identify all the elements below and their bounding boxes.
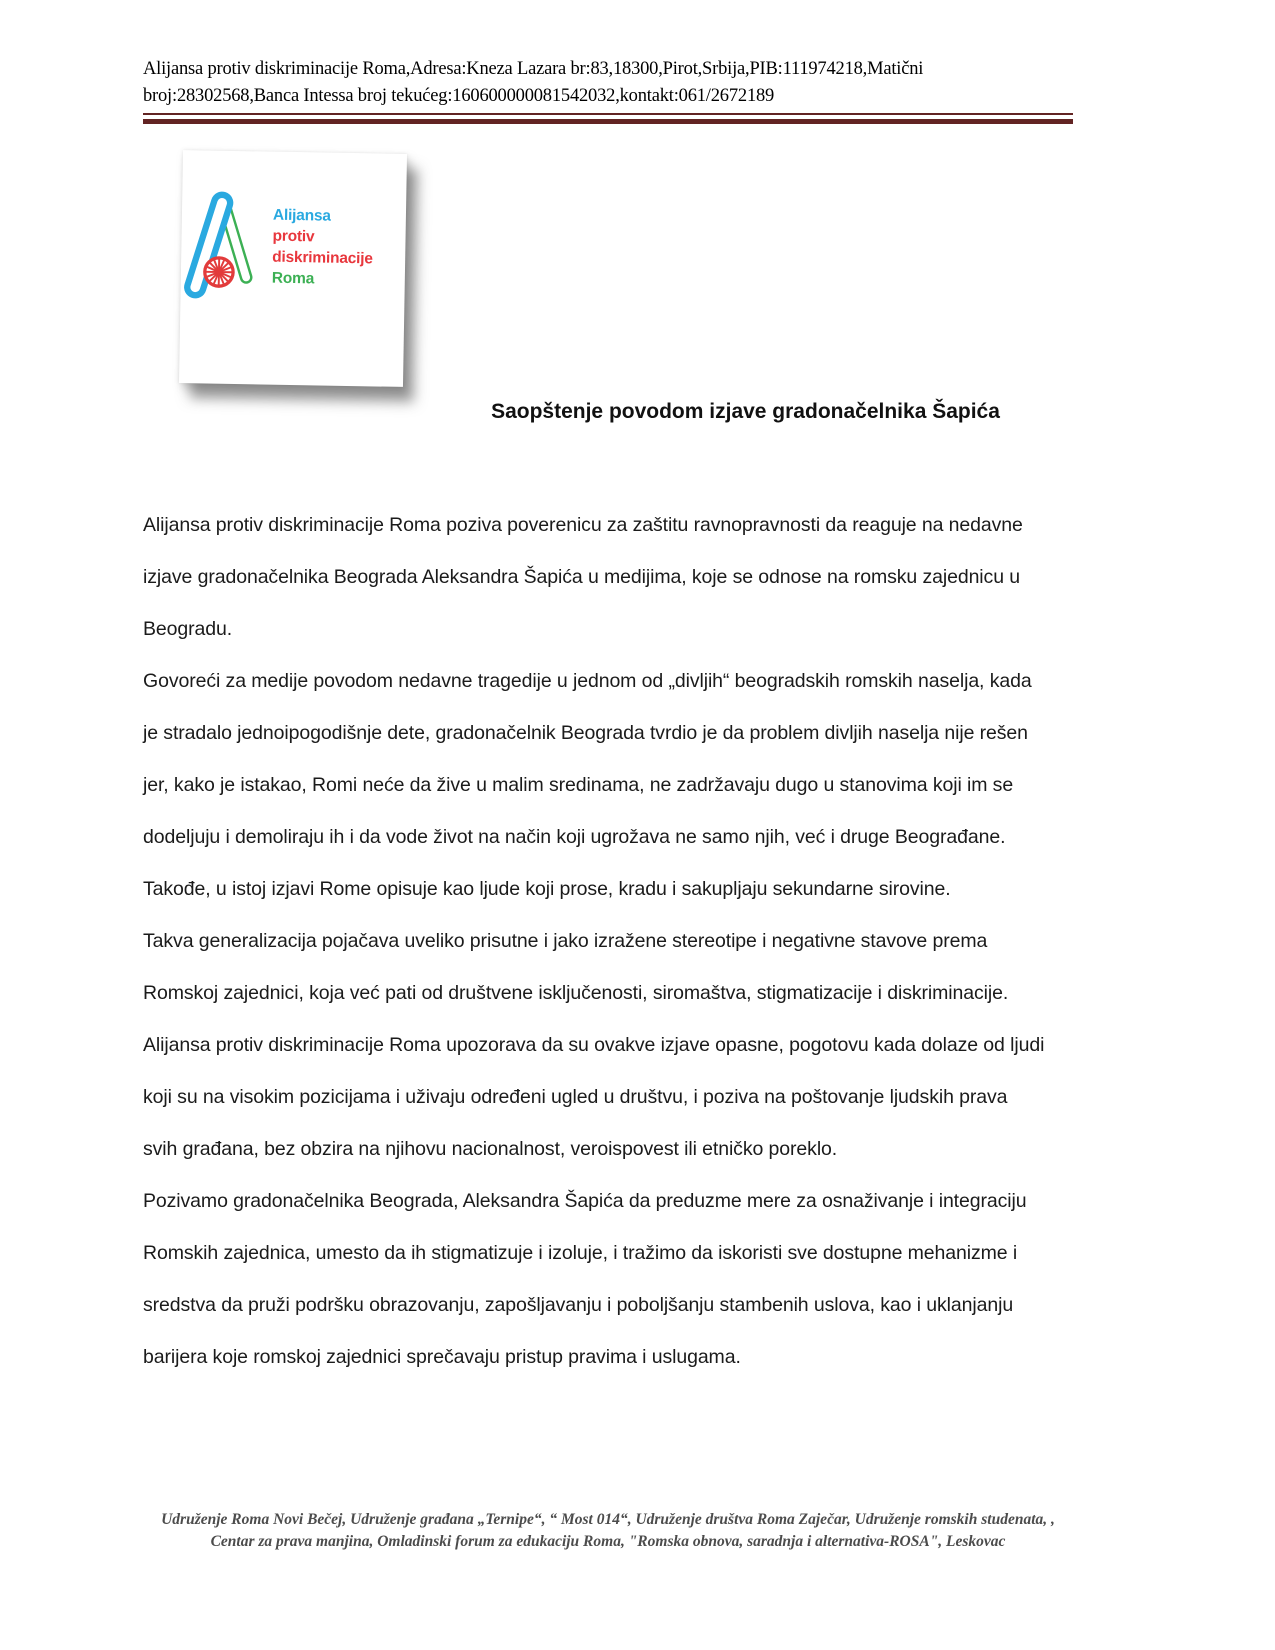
body-line: Alijansa protiv diskriminacije Roma upozorava da su ovakve izjave opasne, pogotovu kada dolaze od ljudi [143,1034,1045,1056]
logo-word-alijansa: Alijansa [272,206,331,225]
alliance-a-mark-icon [180,189,260,302]
body-line: Beogradu. [143,618,233,640]
body-line: svih građana, bez obzira na njihovu nacionalnost, veroispovest ili etničko poreklo. [143,1138,838,1160]
logo-word-protiv-diskriminacije: protiv diskriminacije [272,227,373,267]
body-line: koji su na visokim pozicijama i uživaju određeni ugled u društvu, i poziva na poštovanje ljudskih prava [143,1086,1008,1108]
body-line: jer, kako je istakao, Romi neće da žive u malim sredinama, ne zadržavaju dugo u stanovima koji im se [143,774,1014,796]
letterhead-line-2: broj:28302568,Banca Intessa broj tekućeg:160600000081542032,kontakt:061/2672189 [143,86,775,106]
body-line: Pozivamo gradonačelnika Beograda, Aleksandra Šapića da preduzme mere za osnaživanje i integraciju [143,1190,1027,1212]
roma-wheel-icon [205,257,234,286]
letterhead [143,56,923,110]
body-line: Alijansa protiv diskriminacije Roma poziva poverenicu za zaštitu ravnopravnosti da reaguje na nedavne [143,514,1023,536]
footer-line-2: Centar za prava manjina, Omladinski forum za edukaciju Roma, "Romska obnova, saradnja i alternativa-ROSA", Leskovac [210,1533,1006,1550]
body-paragraph-5 [143,1019,1044,1175]
body-line: barijera koje romskoj zajednici sprečavaju pristup pravima i uslugama. [143,1346,741,1368]
press-release-title: Saopštenje povodom izjave gradonačelnika Šapića [491,400,1000,423]
organization-logo [179,150,407,387]
body-paragraph-6 [143,1175,1044,1383]
footer-line-1: Udruženje Roma Novi Bečej, Udruženje građana „Ternipe“, “ Most 014“, Udruženje društva Roma Zaječar, Udruženje romskih studenata, , [161,1511,1055,1528]
body-line: Takva generalizacija pojačava uveliko prisutne i jako izražene stereotipe i negativne stavove prema [143,930,988,952]
body-line: sredstva da pruži podršku obrazovanju, zapošljavanju i poboljšanju stambenih uslova, kao i uklanjanju [143,1294,1014,1316]
logo-word-roma: Roma [271,269,315,287]
body-line: Romskoj zajednici, koja već pati od društvene isključenosti, siromaštva, stigmatizacije i diskriminacije. [143,982,1009,1004]
header-divider-rule [143,113,1073,124]
footer-organizations [128,1509,1088,1553]
body-line: Romskih zajednica, umesto da ih stigmatizuje i izoluje, i tražimo da iskoristi sve dostupne mehanizme i [143,1242,1018,1264]
body-paragraph-3 [143,863,1044,915]
body-paragraph-2 [143,655,1044,863]
body-line: je stradalo jednoipogodišnje dete, gradonačelnik Beograda tvrdio je da problem divljih naselja nije rešen [143,722,1028,744]
letterhead-line-1: Alijansa protiv diskriminacije Roma,Adresa:Kneza Lazara br:83,18300,Pirot,Srbija,PIB:111974218,Matični [143,59,924,79]
body-line: Takođe, u istoj izjavi Rome opisuje kao ljude koji prose, kradu i sakupljaju sekundarne sirovine. [143,878,951,900]
body-line: Govoreći za medije povodom nedavne tragedije u jednom od „divljih“ beogradskih romskih naselja, kada [143,670,1032,692]
document-body [143,499,1044,1383]
body-line: dodeljuju i demoliraju ih i da vode život na način koji ugrožava ne samo njih, već i druge Beograđane. [143,826,1006,848]
logo-wordmark [272,204,406,290]
body-line: izjave gradonačelnika Beograda Aleksandra Šapića u medijima, koje se odnose na romsku zajednicu u [143,566,1020,588]
body-paragraph-1 [143,499,1044,655]
body-paragraph-4 [143,915,1044,1019]
